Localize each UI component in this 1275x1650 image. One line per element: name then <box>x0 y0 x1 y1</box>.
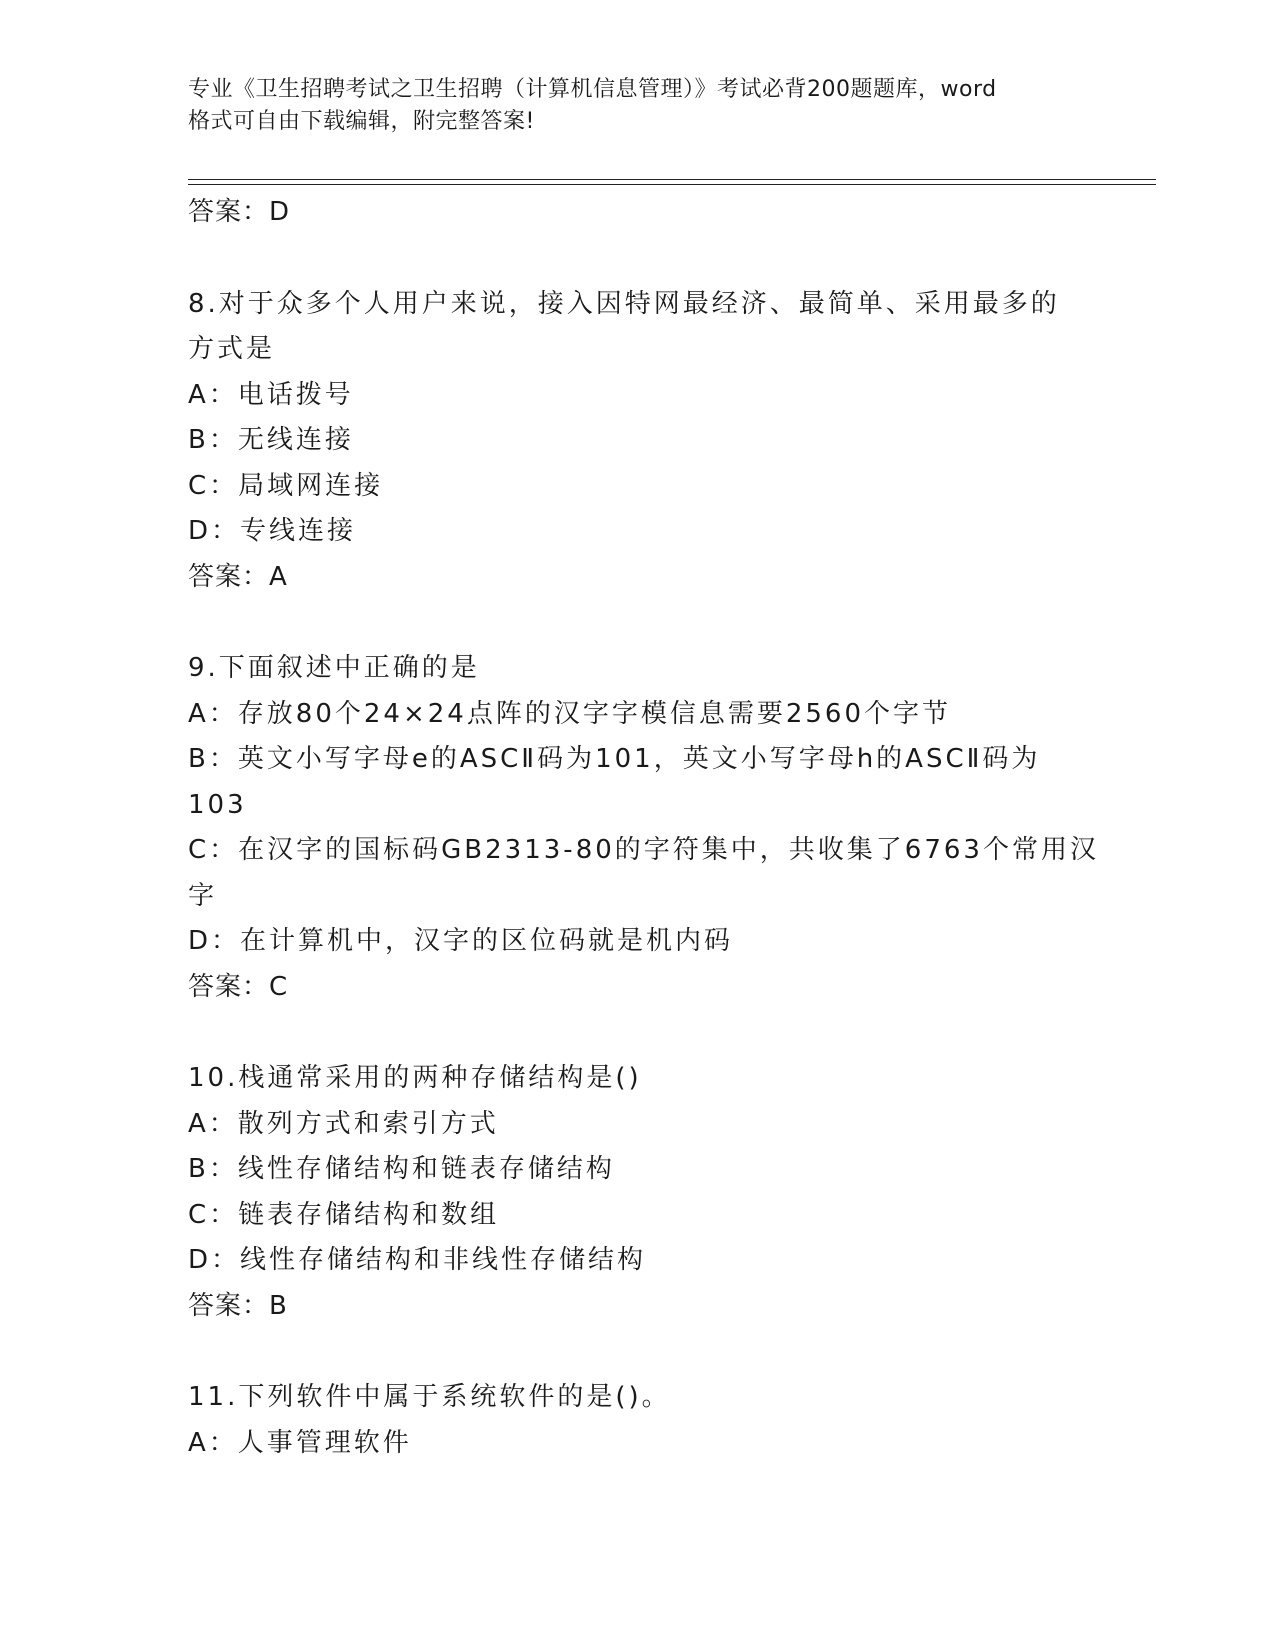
header-divider-top <box>188 179 1156 180</box>
answer-line: 答案：B <box>188 1290 288 1321</box>
question-10 <box>188 1056 1068 1329</box>
option-b-continued: 103 <box>188 789 247 820</box>
question-text: 9.下面叙述中正确的是 <box>188 653 480 683</box>
option-c: C：局域网连接 <box>188 470 384 501</box>
option-a: A：电话拨号 <box>188 379 354 410</box>
question-9 <box>188 646 1099 1010</box>
option-b: B：无线连接 <box>188 425 354 455</box>
option-d: D：线性存储结构和非线性存储结构 <box>188 1245 647 1275</box>
option-d: D：在计算机中，汉字的区位码就是机内码 <box>188 926 734 956</box>
option-a: A：存放80个24×24点阵的汉字字模信息需要2560个字节 <box>188 698 951 729</box>
document-body <box>188 190 1099 1466</box>
answer-line: 答案：A <box>188 561 288 592</box>
question-8 <box>188 282 1068 601</box>
option-d: D：专线连接 <box>188 516 357 546</box>
question-text: 11.下列软件中属于系统软件的是()。 <box>188 1382 671 1412</box>
option-b: B：线性存储结构和链表存储结构 <box>188 1154 615 1184</box>
question-text-continued: 方式是 <box>188 334 276 364</box>
question-11 <box>188 1375 1068 1466</box>
answer-line: 答案：D <box>188 197 291 227</box>
question-text: 8.对于众多个人用户来说，接入因特网最经济、最简单、采用最多的 <box>188 288 1060 319</box>
option-c: C：在汉字的国标码GB2313-80的字符集中，共收集了6763个常用汉 <box>188 835 1099 865</box>
answer-line: 答案：C <box>188 971 289 1002</box>
option-b: B：英文小写字母e的ASCⅡ码为101，英文小写字母h的ASCⅡ码为 <box>188 744 1041 774</box>
option-a: A：人事管理软件 <box>188 1427 412 1458</box>
header-line-2: 格式可自由下载编辑，附完整答案! <box>188 109 535 134</box>
header-divider-bottom <box>188 184 1156 185</box>
header-line-1: 专业《卫生招聘考试之卫生招聘（计算机信息管理）》考试必背200题题库，word <box>188 77 997 102</box>
option-c-continued: 字 <box>188 880 218 911</box>
option-a: A：散列方式和索引方式 <box>188 1108 499 1139</box>
document-header <box>188 74 1088 138</box>
option-c: C：链表存储结构和数组 <box>188 1199 500 1230</box>
question-text: 10.栈通常采用的两种存储结构是() <box>188 1063 642 1093</box>
